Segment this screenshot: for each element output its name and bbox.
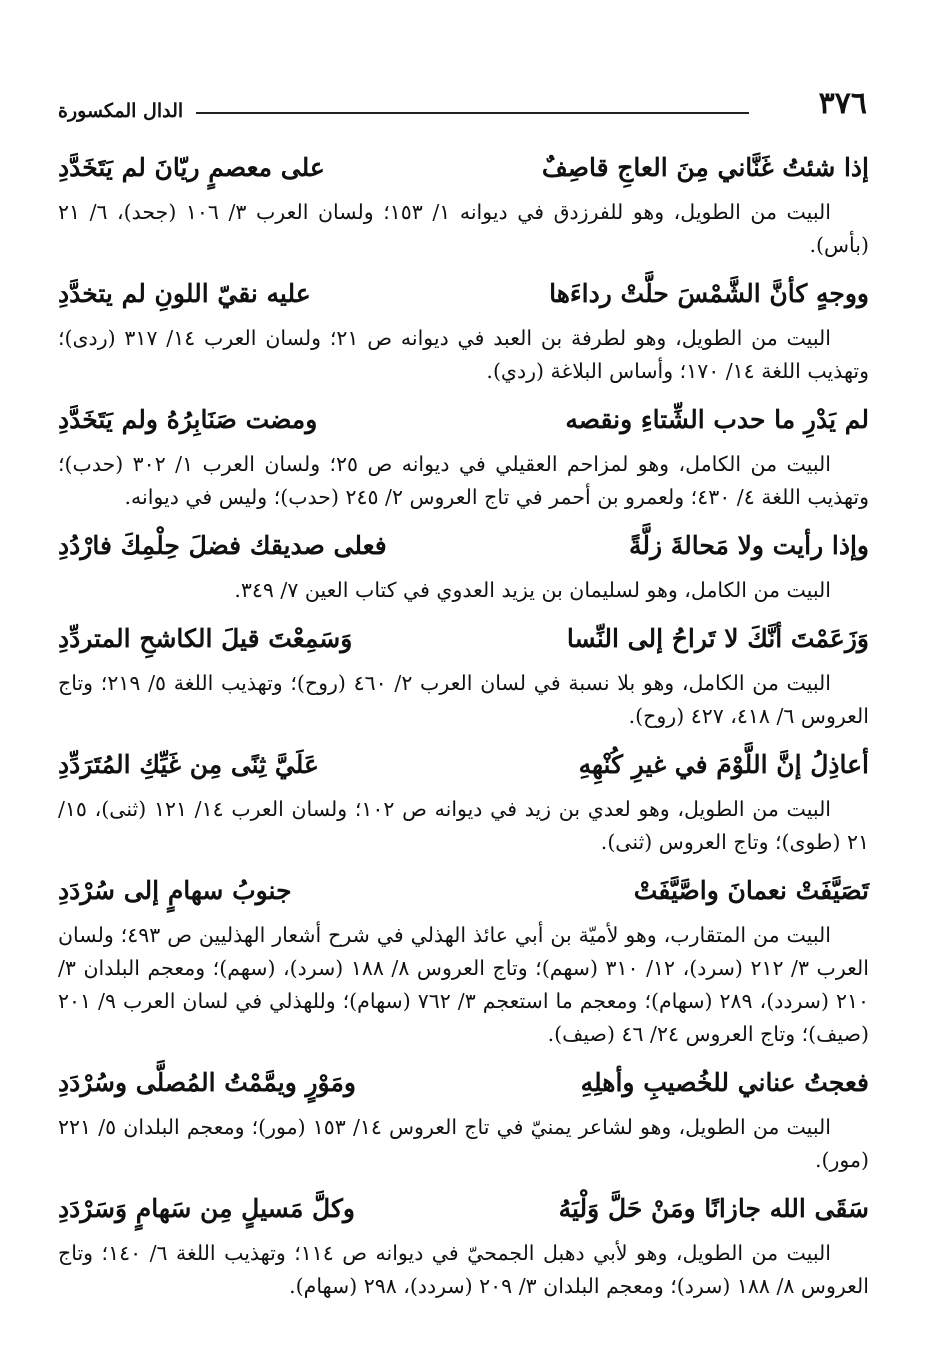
poem-entry bbox=[58, 1181, 869, 1303]
verse-commentary bbox=[58, 919, 869, 1051]
verse-line bbox=[58, 863, 869, 919]
page-header bbox=[58, 88, 867, 128]
commentary-text: البيت من المتقارب، وهو لأميّة بن أبي عائذ الهذلي في شرح أشعار الهذليين ص ٤٩٣؛ ولسان العرب ٣/ ٢١٢ (سرد)، ١٢/ ٣١٠ (سهم)؛ وتاج العروس ٨/ ١٨٨ (سرد)، (سهم)؛ ومعجم البلدان ٣/ ٢١٠ (سردد)، ٢٨٩ (سهام)؛ ومعجم ما استعجم ٣/ ٧٦٢ (سهام)؛ وللهذلي في لسان العرب ٩/ ٢٠١ (صيف)؛ وتاج العروس ٢٤/ ٤٦ (صيف). bbox=[58, 923, 869, 1046]
poem-entry bbox=[58, 1055, 869, 1177]
commentary-text: البيت من الكامل، وهو لمزاحم العقيلي في ديوانه ص ٢٥؛ ولسان العرب ١/ ٣٠٢ (حدب)؛ وتهذيب اللغة ٤/ ٤٣٠؛ ولعمرو بن أحمر في تاج العروس ٢/ ٢٤٥ (حدب)؛ وليس في ديوانه. bbox=[58, 452, 869, 509]
verse-line bbox=[58, 611, 869, 667]
verse-line bbox=[58, 1055, 869, 1111]
commentary-text: البيت من الكامل، وهو بلا نسبة في لسان العرب ٢/ ٤٦٠ (روح)؛ وتهذيب اللغة ٥/ ٢١٩؛ وتاج العروس ٦/ ٤١٨، ٤٢٧ (روح). bbox=[58, 671, 869, 728]
verse-second-hemistich: ومَوْرٍ ويمَّمْتُ المُصلَّى وسُرْدَدِ bbox=[58, 1068, 356, 1097]
poem-entry bbox=[58, 863, 869, 1051]
verse-commentary bbox=[58, 196, 869, 262]
verse-second-hemistich: وَسَمِعْتَ قيلَ الكاشحِ المتردِّدِ bbox=[58, 624, 353, 653]
page-number: ٣٧٦ bbox=[818, 86, 867, 121]
verse-commentary bbox=[58, 1111, 869, 1177]
verse-second-hemistich: جنوبُ سهامٍ إلى سُرْدَدِ bbox=[58, 876, 292, 905]
section-title: الدال المكسورة bbox=[58, 100, 184, 122]
poem-entry bbox=[58, 140, 869, 262]
verse-first-hemistich: تَصَيَّفَتْ نعمانَ واصَّيَّفَتْ bbox=[633, 876, 869, 905]
commentary-text: البيت من الطويل، وهو لأبي دهبل الجمحيّ في ديوانه ص ١١٤؛ وتهذيب اللغة ٦/ ١٤٠؛ وتاج العروس ٨/ ١٨٨ (سرد)؛ ومعجم البلدان ٣/ ٢٠٩ (سردد)، ٢٩٨ (سهام). bbox=[58, 1241, 869, 1298]
verse-first-hemistich: سَقَى الله جازانًا ومَنْ حَلَّ وَلْيَهُ bbox=[558, 1194, 869, 1223]
entries-list bbox=[58, 140, 869, 1307]
verse-first-hemistich: لم يَدْرِ ما حدب الشِّتاءِ ونقصه bbox=[565, 405, 869, 434]
verse-commentary bbox=[58, 574, 869, 607]
verse-commentary bbox=[58, 793, 869, 859]
poem-entry bbox=[58, 266, 869, 388]
verse-commentary bbox=[58, 448, 869, 514]
poem-entry bbox=[58, 611, 869, 733]
verse-second-hemistich: عَلَيَّ ثِنًى مِن غَيِّكِ المُتَرَدِّدِ bbox=[58, 750, 319, 779]
commentary-text: البيت من الطويل، وهو لعدي بن زيد في ديوانه ص ١٠٢؛ ولسان العرب ١٤/ ١٢١ (ثنى)، ١٥/ ٢١ (طوى)؛ وتاج العروس (ثنى). bbox=[58, 797, 869, 854]
poem-entry bbox=[58, 392, 869, 514]
verse-line bbox=[58, 1181, 869, 1237]
verse-commentary bbox=[58, 667, 869, 733]
verse-first-hemistich: وَزَعَمْتَ أنَّكَ لا تَراحُ إلى النِّسا bbox=[566, 624, 869, 653]
commentary-text: البيت من الطويل، وهو لشاعر يمنيّ في تاج العروس ١٤/ ١٥٣ (مور)؛ ومعجم البلدان ٥/ ٢٢١ (مور). bbox=[58, 1115, 869, 1172]
verse-first-hemistich: فعجتُ عناني للخُصيبِ وأهلِهِ bbox=[580, 1068, 869, 1097]
verse-line bbox=[58, 140, 869, 196]
verse-second-hemistich: على معصمٍ ريّانَ لم يَتَخَدَّدِ bbox=[58, 153, 325, 182]
commentary-text: البيت من الكامل، وهو لسليمان بن يزيد العدوي في كتاب العين ٧/ ٣٤٩. bbox=[234, 578, 831, 602]
verse-line bbox=[58, 518, 869, 574]
verse-first-hemistich: إذا شئتُ غَنَّاني مِنَ العاجِ قاصِفٌ bbox=[541, 153, 869, 182]
verse-commentary bbox=[58, 322, 869, 388]
verse-second-hemistich: فعلى صديقك فضلَ حِلْمِكَ فارْدُدِ bbox=[58, 531, 387, 560]
verse-commentary bbox=[58, 1237, 869, 1303]
verse-second-hemistich: ومضت صَنَابِرُهُ ولم يَتَخَدَّدِ bbox=[58, 405, 318, 434]
poem-entry bbox=[58, 518, 869, 607]
verse-second-hemistich: عليه نقيّ اللونِ لم يتخدَّدِ bbox=[58, 279, 311, 308]
verse-first-hemistich: وإذا رأيت ولا مَحالةَ زلَّةً bbox=[628, 531, 869, 560]
commentary-text: البيت من الطويل، وهو لطرفة بن العبد في ديوانه ص ٢١؛ ولسان العرب ١٤/ ٣١٧ (ردى)؛ وتهذيب اللغة ١٤/ ١٧٠؛ وأساس البلاغة (ردي). bbox=[58, 326, 869, 383]
verse-first-hemistich: أعاذِلُ إنَّ اللَّوْمَ في غيرِ كُنْهِهِ bbox=[578, 750, 869, 779]
verse-second-hemistich: وكلَّ مَسيلٍ مِن سَهامٍ وَسَرْدَدِ bbox=[58, 1194, 355, 1223]
poem-entry bbox=[58, 737, 869, 859]
header-rule bbox=[196, 112, 749, 114]
verse-line bbox=[58, 737, 869, 793]
verse-line bbox=[58, 266, 869, 322]
verse-first-hemistich: ووجهٍ كأنَّ الشَّمْسَ حلَّتْ رداءَها bbox=[549, 279, 869, 308]
commentary-text: البيت من الطويل، وهو للفرزدق في ديوانه ١/ ١٥٣؛ ولسان العرب ٣/ ١٠٦ (جحد)، ٦/ ٢١ (بأس). bbox=[58, 200, 869, 257]
verse-line bbox=[58, 392, 869, 448]
